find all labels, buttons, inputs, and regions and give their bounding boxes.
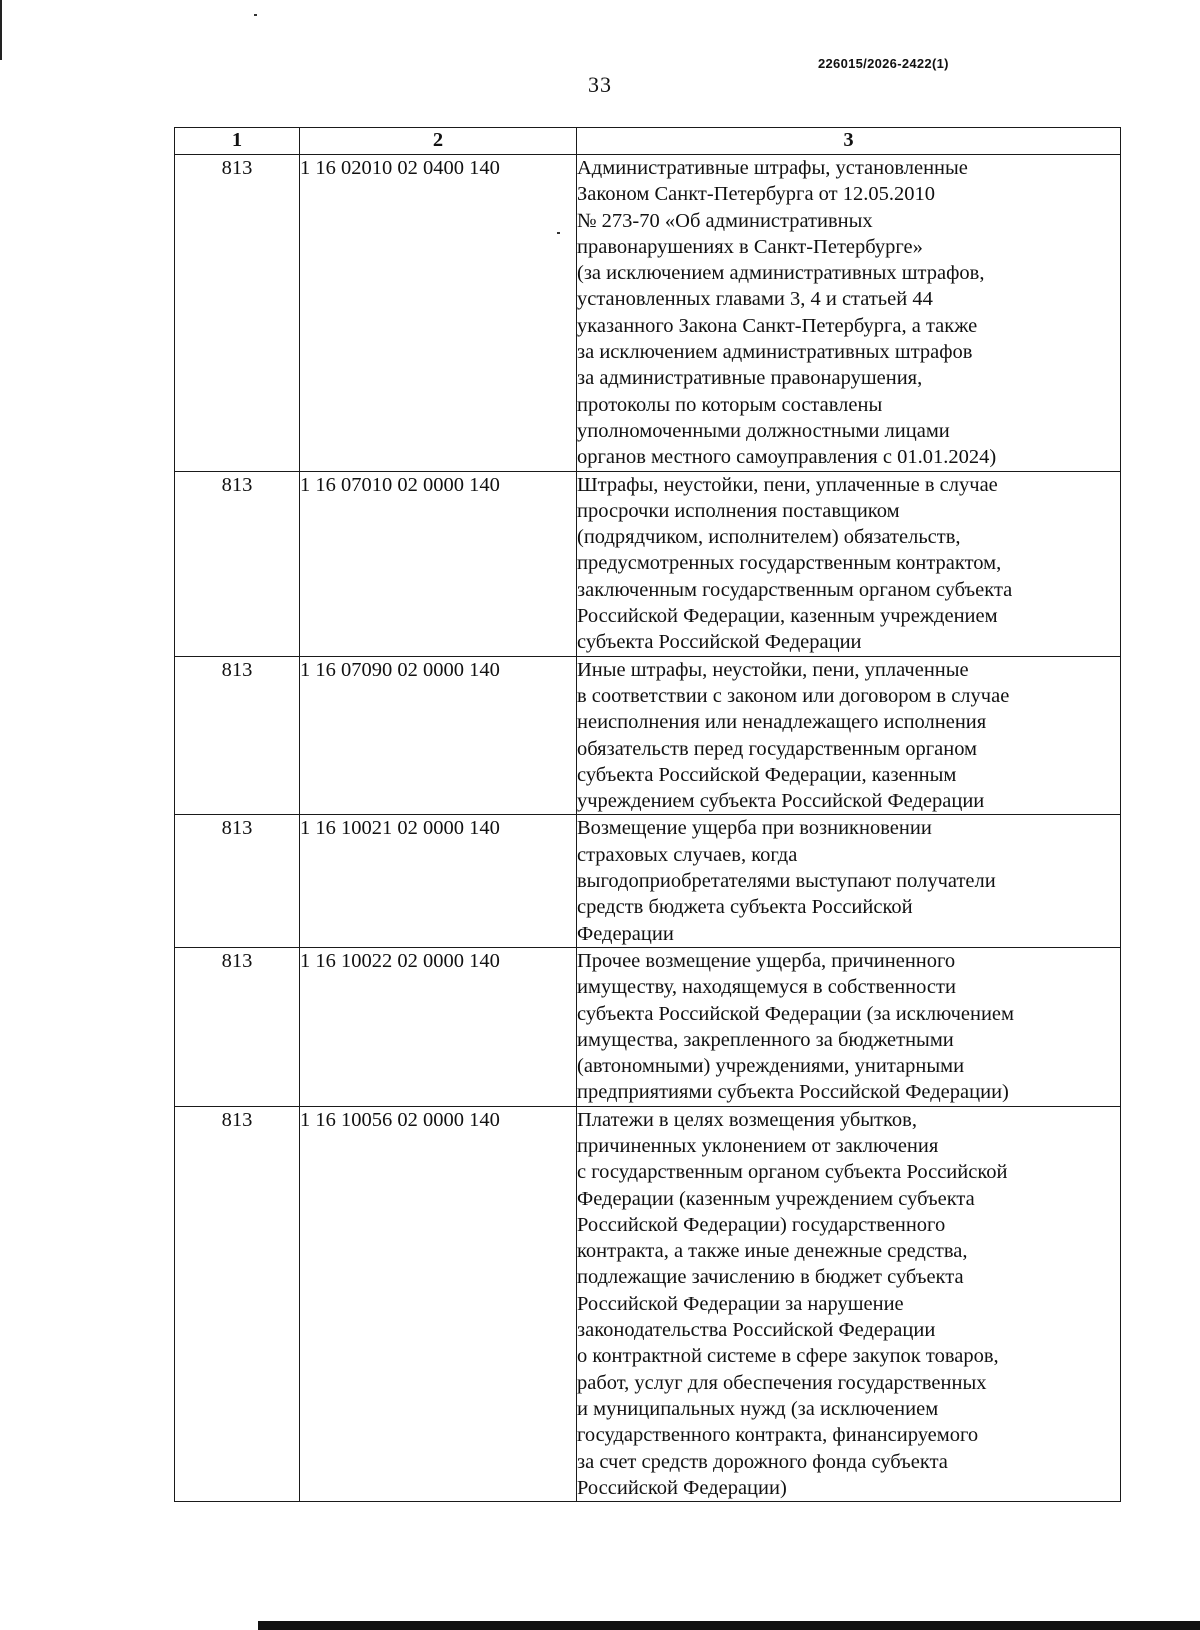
description-line: Административные штрафы, установленные <box>577 157 968 179</box>
budget-code-cell: 1 16 10056 02 0000 140 <box>300 1106 577 1501</box>
description-line: указанного Закона Санкт-Петербурга, а также <box>577 314 978 337</box>
description-line: о контрактной системе в сфере закупок товаров, <box>577 1345 999 1368</box>
description-line: Возмещение ущерба при возникновении <box>577 817 932 840</box>
scan-bottom-bar <box>258 1621 1200 1630</box>
description-line: средств бюджета субъекта Российской <box>577 896 913 919</box>
description-line: Иные штрафы, неустойки, пени, уплаченные <box>577 658 969 681</box>
description-line: (подрядчиком, исполнителем) обязательств, <box>577 526 961 549</box>
budget-code-cell: 1 16 07090 02 0000 140 <box>300 656 577 815</box>
income-description-cell <box>577 1106 1121 1501</box>
income-description-cell <box>577 471 1121 656</box>
description-line: имущества, закрепленного за бюджетными <box>577 1028 954 1051</box>
document-id: 226015/2026-2422(1) <box>818 56 949 71</box>
description-line: страховых случаев, когда <box>577 843 798 866</box>
description-line: неисполнения или ненадлежащего исполнения <box>577 711 987 734</box>
description-line: работ, услуг для обеспечения государственных <box>577 1371 987 1394</box>
description-line: обязательств перед государственным органом <box>577 737 978 760</box>
admin-code-cell: 813 <box>175 155 300 472</box>
column-header: 3 <box>577 128 1121 155</box>
column-header: 2 <box>300 128 577 155</box>
description-line: Российской Федерации) <box>577 1476 787 1499</box>
income-description-cell <box>577 656 1121 815</box>
description-line: органов местного самоуправления с 01.01.2024) <box>577 446 997 469</box>
description-line: Штрафы, неустойки, пени, уплаченные в случае <box>577 473 998 496</box>
budget-code-cell: 1 16 02010 02 0400 140 <box>300 155 577 472</box>
description-line: Российской Федерации) государственного <box>577 1213 946 1236</box>
admin-code-cell: 813 <box>175 1106 300 1501</box>
description-line: субъекта Российской Федерации (за исключением <box>577 1002 1015 1025</box>
table-row <box>175 656 1121 815</box>
description-line: заключенным государственным органом субъекта <box>577 578 1013 601</box>
description-line: (за исключением административных штрафов, <box>577 262 985 285</box>
description-line: правонарушениях в Санкт-Петербурге» <box>577 235 923 258</box>
description-line: причиненных уклонением от заключения <box>577 1134 939 1157</box>
description-line: имуществу, находящемуся в собственности <box>577 976 956 999</box>
income-description-cell <box>577 815 1121 947</box>
table-row <box>175 815 1121 947</box>
table-row <box>175 1106 1121 1501</box>
budget-code-cell: 1 16 10022 02 0000 140 <box>300 947 577 1106</box>
admin-code-cell: 813 <box>175 471 300 656</box>
column-header: 1 <box>175 128 300 155</box>
description-line: субъекта Российской Федерации, казенным <box>577 763 957 786</box>
description-line: уполномоченными должностными лицами <box>577 419 950 442</box>
description-line: за счет средств дорожного фонда субъекта <box>577 1450 948 1473</box>
table-row <box>175 471 1121 656</box>
description-line: Российской Федерации, казенным учреждением <box>577 605 998 628</box>
description-line: субъекта Российской Федерации <box>577 631 862 654</box>
description-line: выгодоприобретателями выступают получатели <box>577 870 996 893</box>
description-line: Федерации (казенным учреждением субъекта <box>577 1187 975 1210</box>
description-line: предусмотренных государственным контрактом, <box>577 552 1002 575</box>
description-line: контракта, а также иные денежные средства, <box>577 1240 968 1263</box>
description-line: государственного контракта, финансируемого <box>577 1424 979 1447</box>
description-line: просрочки исполнения поставщиком <box>577 499 900 522</box>
description-line: с государственным органом субъекта Российской <box>577 1161 1008 1184</box>
page-number: 33 <box>588 72 612 97</box>
description-line: Платежи в целях возмещения убытков, <box>577 1108 917 1131</box>
admin-code-cell: 813 <box>175 656 300 815</box>
budget-code-cell: 1 16 07010 02 0000 140 <box>300 471 577 656</box>
income-description-cell <box>577 947 1121 1106</box>
scan-speck <box>254 14 257 16</box>
description-line: Российской Федерации за нарушение <box>577 1292 904 1315</box>
scan-edge-mark <box>0 0 2 60</box>
description-line: Прочее возмещение ущерба, причиненного <box>577 949 956 972</box>
description-line: протоколы по которым составлены <box>577 393 883 416</box>
description-line: № 273-70 «Об административных <box>577 209 873 232</box>
description-line: предприятиями субъекта Российской Федерации) <box>577 1081 1009 1104</box>
admin-code-cell: 813 <box>175 815 300 947</box>
table-body <box>175 155 1121 1502</box>
description-line: подлежащие зачислению в бюджет субъекта <box>577 1266 964 1289</box>
description-line: учреждением субъекта Российской Федерации <box>577 790 985 813</box>
table-header-row <box>175 128 1121 155</box>
description-line: в соответствии с законом или договором в случае <box>577 684 1010 707</box>
description-line: и муниципальных нужд (за исключением <box>577 1397 939 1420</box>
income-description-cell <box>577 155 1121 472</box>
description-line: (автономными) учреждениями, унитарными <box>577 1055 965 1078</box>
description-line: за исключением административных штрафов <box>577 341 973 364</box>
description-line: Федерации <box>577 922 674 945</box>
income-codes-table <box>174 127 1121 1502</box>
description-line: установленных главами 3, 4 и статьей 44 <box>577 288 933 311</box>
table-row <box>175 155 1121 472</box>
admin-code-cell: 813 <box>175 947 300 1106</box>
description-line: Законом Санкт-Петербурга от 12.05.2010 <box>577 183 935 206</box>
budget-code-cell: 1 16 10021 02 0000 140 <box>300 815 577 947</box>
description-line: законодательства Российской Федерации <box>577 1319 936 1342</box>
table-row <box>175 947 1121 1106</box>
description-line: за административные правонарушения, <box>577 367 923 390</box>
